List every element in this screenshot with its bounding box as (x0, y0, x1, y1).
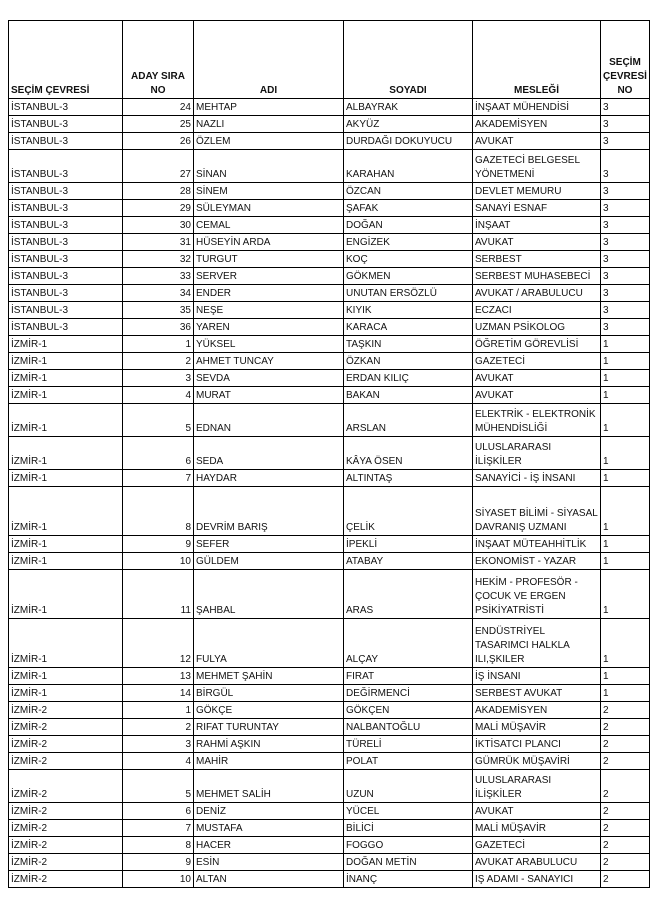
district-cell: İSTANBUL-3 (9, 217, 123, 234)
sira-no-cell: 2 (123, 719, 194, 736)
district-cell: İZMİR-1 (9, 536, 123, 553)
name-cell: EDNAN (194, 404, 344, 437)
district-no-cell: 3 (601, 200, 650, 217)
district-cell: İZMİR-1 (9, 685, 123, 702)
district-no-cell: 2 (601, 820, 650, 837)
district-cell: İZMİR-2 (9, 770, 123, 803)
district-no-cell: 3 (601, 319, 650, 336)
candidate-table (8, 20, 650, 888)
job-cell: ENDÜSTRİYEL TASARIMCI HALKLA ILI,ŞKILER (473, 619, 601, 668)
job-cell: SERBEST MUHASEBECİ (473, 268, 601, 285)
name-cell: ŞAHBAL (194, 570, 344, 619)
name-cell: MEHTAP (194, 99, 344, 116)
sira-no-cell: 29 (123, 200, 194, 217)
table-row (9, 150, 650, 183)
header-adi: ADI (194, 21, 344, 99)
name-cell: YÜKSEL (194, 336, 344, 353)
table-row (9, 251, 650, 268)
sira-no-cell: 9 (123, 854, 194, 871)
sira-no-cell: 25 (123, 116, 194, 133)
surname-cell: KOÇ (344, 251, 473, 268)
header-row (9, 21, 650, 99)
district-cell: İSTANBUL-3 (9, 268, 123, 285)
table-row (9, 183, 650, 200)
district-no-cell: 1 (601, 536, 650, 553)
job-cell: MALİ MÜŞAVİR (473, 820, 601, 837)
district-no-cell: 1 (601, 487, 650, 536)
district-no-cell: 1 (601, 437, 650, 470)
sira-no-cell: 7 (123, 820, 194, 837)
district-no-cell: 3 (601, 302, 650, 319)
name-cell: SEVDA (194, 370, 344, 387)
name-cell: ÖZLEM (194, 133, 344, 150)
job-cell: ULUSLARARASI İLİŞKİLER (473, 437, 601, 470)
job-cell: AVUKAT / ARABULUCU (473, 285, 601, 302)
district-no-cell: 1 (601, 668, 650, 685)
name-cell: YAREN (194, 319, 344, 336)
table-row (9, 570, 650, 619)
table-row (9, 487, 650, 536)
table-row (9, 820, 650, 837)
job-cell: İNŞAAT (473, 217, 601, 234)
sira-no-cell: 1 (123, 336, 194, 353)
district-no-cell: 3 (601, 285, 650, 302)
district-no-cell: 2 (601, 803, 650, 820)
surname-cell: ARSLAN (344, 404, 473, 437)
name-cell: DENİZ (194, 803, 344, 820)
surname-cell: FIRAT (344, 668, 473, 685)
name-cell: HACER (194, 837, 344, 854)
district-no-cell: 2 (601, 871, 650, 888)
district-cell: İZMİR-1 (9, 668, 123, 685)
table-row (9, 668, 650, 685)
surname-cell: TAŞKIN (344, 336, 473, 353)
table-row (9, 217, 650, 234)
district-cell: İSTANBUL-3 (9, 183, 123, 200)
name-cell: ENDER (194, 285, 344, 302)
name-cell: SERVER (194, 268, 344, 285)
name-cell: SİNEM (194, 183, 344, 200)
job-cell: GAZETECİ (473, 837, 601, 854)
surname-cell: YÜCEL (344, 803, 473, 820)
surname-cell: DEĞİRMENCİ (344, 685, 473, 702)
table-row (9, 536, 650, 553)
sira-no-cell: 13 (123, 668, 194, 685)
table-row (9, 619, 650, 668)
surname-cell: ALBAYRAK (344, 99, 473, 116)
name-cell: RAHMİ AŞKIN (194, 736, 344, 753)
district-cell: İZMİR-2 (9, 820, 123, 837)
district-cell: İZMİR-1 (9, 336, 123, 353)
table-row (9, 404, 650, 437)
district-cell: İSTANBUL-3 (9, 133, 123, 150)
surname-cell: ŞAFAK (344, 200, 473, 217)
name-cell: HÜSEYİN ARDA (194, 234, 344, 251)
surname-cell: ÖZKAN (344, 353, 473, 370)
name-cell: MAHİR (194, 753, 344, 770)
surname-cell: ARAS (344, 570, 473, 619)
district-no-cell: 1 (601, 387, 650, 404)
job-cell: AKADEMİSYEN (473, 116, 601, 133)
sira-no-cell: 3 (123, 370, 194, 387)
name-cell: SİNAN (194, 150, 344, 183)
sira-no-cell: 12 (123, 619, 194, 668)
district-cell: İSTANBUL-3 (9, 319, 123, 336)
sira-no-cell: 14 (123, 685, 194, 702)
district-no-cell: 3 (601, 99, 650, 116)
district-cell: İZMİR-1 (9, 437, 123, 470)
surname-cell: GÖKMEN (344, 268, 473, 285)
surname-cell: KÂYA ÖSEN (344, 437, 473, 470)
sira-no-cell: 1 (123, 702, 194, 719)
surname-cell: DURDAĞI DOKUYUCU (344, 133, 473, 150)
sira-no-cell: 26 (123, 133, 194, 150)
header-aday-sira-no: ADAY SIRA NO (123, 21, 194, 99)
table-row (9, 285, 650, 302)
district-cell: İSTANBUL-3 (9, 99, 123, 116)
district-no-cell: 3 (601, 133, 650, 150)
district-cell: İZMİR-2 (9, 803, 123, 820)
name-cell: MURAT (194, 387, 344, 404)
table-row (9, 116, 650, 133)
table-row (9, 685, 650, 702)
job-cell: ECZACI (473, 302, 601, 319)
table-row (9, 302, 650, 319)
job-cell: ELEKTRİK - ELEKTRONİK MÜHENDİSLİĞİ (473, 404, 601, 437)
surname-cell: İPEKLİ (344, 536, 473, 553)
district-no-cell: 1 (601, 404, 650, 437)
job-cell: İKTİSATCI PLANCI (473, 736, 601, 753)
table-row (9, 370, 650, 387)
sira-no-cell: 10 (123, 553, 194, 570)
district-cell: İZMİR-1 (9, 370, 123, 387)
surname-cell: KARACA (344, 319, 473, 336)
district-cell: İZMİR-2 (9, 871, 123, 888)
district-no-cell: 2 (601, 702, 650, 719)
name-cell: ESİN (194, 854, 344, 871)
name-cell: CEMAL (194, 217, 344, 234)
district-no-cell: 1 (601, 336, 650, 353)
district-no-cell: 1 (601, 370, 650, 387)
sira-no-cell: 8 (123, 837, 194, 854)
district-cell: İSTANBUL-3 (9, 251, 123, 268)
sira-no-cell: 11 (123, 570, 194, 619)
district-cell: İZMİR-2 (9, 702, 123, 719)
table-row (9, 803, 650, 820)
job-cell: AVUKAT ARABULUCU (473, 854, 601, 871)
surname-cell: KARAHAN (344, 150, 473, 183)
job-cell: AVUKAT (473, 133, 601, 150)
district-no-cell: 1 (601, 619, 650, 668)
job-cell: SERBEST AVUKAT (473, 685, 601, 702)
name-cell: MEHMET SALİH (194, 770, 344, 803)
job-cell: AKADEMİSYEN (473, 702, 601, 719)
name-cell: SEFER (194, 536, 344, 553)
district-no-cell: 3 (601, 251, 650, 268)
surname-cell: ATABAY (344, 553, 473, 570)
district-no-cell: 3 (601, 150, 650, 183)
header-secim-cevresi: SEÇİM ÇEVRESİ (9, 21, 123, 99)
surname-cell: İNANÇ (344, 871, 473, 888)
job-cell: HEKİM - PROFESÖR - ÇOCUK VE ERGEN PSİKİYATRİSTİ (473, 570, 601, 619)
surname-cell: ÖZCAN (344, 183, 473, 200)
name-cell: GÜLDEM (194, 553, 344, 570)
table-row (9, 234, 650, 251)
district-cell: İZMİR-1 (9, 404, 123, 437)
district-no-cell: 1 (601, 570, 650, 619)
job-cell: İNŞAAT MÜTEAHHİTLİK (473, 536, 601, 553)
table-row (9, 753, 650, 770)
header-meslegi: MESLEĞİ (473, 21, 601, 99)
district-no-cell: 1 (601, 470, 650, 487)
name-cell: SÜLEYMAN (194, 200, 344, 217)
district-cell: İSTANBUL-3 (9, 150, 123, 183)
district-cell: İZMİR-1 (9, 553, 123, 570)
sira-no-cell: 34 (123, 285, 194, 302)
sira-no-cell: 3 (123, 736, 194, 753)
job-cell: İŞ İNSANI (473, 668, 601, 685)
table-row (9, 702, 650, 719)
district-cell: İSTANBUL-3 (9, 116, 123, 133)
sira-no-cell: 36 (123, 319, 194, 336)
surname-cell: DOĞAN METİN (344, 854, 473, 871)
sira-no-cell: 31 (123, 234, 194, 251)
job-cell: EKONOMİST - YAZAR (473, 553, 601, 570)
sira-no-cell: 5 (123, 770, 194, 803)
table-row (9, 871, 650, 888)
table-row (9, 770, 650, 803)
district-cell: İZMİR-2 (9, 736, 123, 753)
surname-cell: POLAT (344, 753, 473, 770)
sira-no-cell: 5 (123, 404, 194, 437)
sira-no-cell: 10 (123, 871, 194, 888)
name-cell: AHMET TUNCAY (194, 353, 344, 370)
sira-no-cell: 6 (123, 437, 194, 470)
sira-no-cell: 9 (123, 536, 194, 553)
table-row (9, 336, 650, 353)
sira-no-cell: 7 (123, 470, 194, 487)
surname-cell: AKYÜZ (344, 116, 473, 133)
surname-cell: ALTINTAŞ (344, 470, 473, 487)
district-no-cell: 3 (601, 116, 650, 133)
district-no-cell: 1 (601, 553, 650, 570)
table-row (9, 200, 650, 217)
name-cell: RIFAT TURUNTAY (194, 719, 344, 736)
name-cell: NEŞE (194, 302, 344, 319)
sira-no-cell: 8 (123, 487, 194, 536)
district-cell: İSTANBUL-3 (9, 285, 123, 302)
district-no-cell: 1 (601, 685, 650, 702)
district-cell: İZMİR-2 (9, 854, 123, 871)
name-cell: ALTAN (194, 871, 344, 888)
surname-cell: ÇELİK (344, 487, 473, 536)
sira-no-cell: 33 (123, 268, 194, 285)
job-cell: ULUSLARARASI İLİŞKİLER (473, 770, 601, 803)
surname-cell: KIYIK (344, 302, 473, 319)
district-cell: İZMİR-2 (9, 753, 123, 770)
job-cell: UZMAN PSİKOLOG (473, 319, 601, 336)
district-no-cell: 3 (601, 268, 650, 285)
district-no-cell: 3 (601, 217, 650, 234)
job-cell: AVUKAT (473, 370, 601, 387)
surname-cell: GÖKÇEN (344, 702, 473, 719)
sira-no-cell: 30 (123, 217, 194, 234)
sira-no-cell: 27 (123, 150, 194, 183)
name-cell: BİRGÜL (194, 685, 344, 702)
table-row (9, 99, 650, 116)
name-cell: TURGUT (194, 251, 344, 268)
district-no-cell: 2 (601, 837, 650, 854)
job-cell: AVUKAT (473, 234, 601, 251)
district-no-cell: 2 (601, 736, 650, 753)
table-row (9, 736, 650, 753)
district-cell: İZMİR-1 (9, 619, 123, 668)
job-cell: GAZETECİ (473, 353, 601, 370)
table-row (9, 470, 650, 487)
surname-cell: FOGGO (344, 837, 473, 854)
district-cell: İSTANBUL-3 (9, 234, 123, 251)
job-cell: İNŞAAT MÜHENDİSİ (473, 99, 601, 116)
district-cell: İSTANBUL-3 (9, 200, 123, 217)
job-cell: SANAYİCİ - İŞ İNSANI (473, 470, 601, 487)
district-no-cell: 2 (601, 719, 650, 736)
table-row (9, 837, 650, 854)
name-cell: MUSTAFA (194, 820, 344, 837)
district-cell: İZMİR-1 (9, 570, 123, 619)
name-cell: GÖKÇE (194, 702, 344, 719)
district-no-cell: 3 (601, 234, 650, 251)
district-cell: İSTANBUL-3 (9, 302, 123, 319)
name-cell: HAYDAR (194, 470, 344, 487)
sira-no-cell: 4 (123, 753, 194, 770)
surname-cell: ERDAN KILIÇ (344, 370, 473, 387)
job-cell: SERBEST (473, 251, 601, 268)
district-no-cell: 3 (601, 183, 650, 200)
sira-no-cell: 4 (123, 387, 194, 404)
surname-cell: TÜRELİ (344, 736, 473, 753)
job-cell: DEVLET MEMURU (473, 183, 601, 200)
job-cell: SANAYİ ESNAF (473, 200, 601, 217)
surname-cell: UZUN (344, 770, 473, 803)
district-no-cell: 2 (601, 854, 650, 871)
job-cell: GÜMRÜK MÜŞAVİRİ (473, 753, 601, 770)
name-cell: DEVRİM BARIŞ (194, 487, 344, 536)
surname-cell: BAKAN (344, 387, 473, 404)
surname-cell: DOĞAN (344, 217, 473, 234)
table-row (9, 268, 650, 285)
job-cell: ÖĞRETİM GÖREVLİSİ (473, 336, 601, 353)
sira-no-cell: 2 (123, 353, 194, 370)
sira-no-cell: 32 (123, 251, 194, 268)
sira-no-cell: 24 (123, 99, 194, 116)
district-no-cell: 2 (601, 770, 650, 803)
table-row (9, 854, 650, 871)
district-cell: İZMİR-1 (9, 353, 123, 370)
name-cell: NAZLI (194, 116, 344, 133)
sira-no-cell: 35 (123, 302, 194, 319)
job-cell: SİYASET BİLİMİ - SİYASAL DAVRANIŞ UZMANI (473, 487, 601, 536)
table-row (9, 319, 650, 336)
district-cell: İZMİR-1 (9, 487, 123, 536)
district-cell: İZMİR-2 (9, 837, 123, 854)
table-row (9, 387, 650, 404)
table-row (9, 553, 650, 570)
sira-no-cell: 6 (123, 803, 194, 820)
table-row (9, 719, 650, 736)
name-cell: MEHMET ŞAHİN (194, 668, 344, 685)
district-no-cell: 1 (601, 353, 650, 370)
table-row (9, 133, 650, 150)
district-cell: İZMİR-1 (9, 387, 123, 404)
district-no-cell: 2 (601, 753, 650, 770)
header-soyadi: SOYADI (344, 21, 473, 99)
job-cell: AVUKAT (473, 803, 601, 820)
surname-cell: UNUTAN ERSÖZLÜ (344, 285, 473, 302)
job-cell: GAZETECİ BELGESEL YÖNETMENİ (473, 150, 601, 183)
header-secim-cevresi-no: SEÇİM ÇEVRESİ NO (601, 21, 650, 99)
name-cell: SEDA (194, 437, 344, 470)
job-cell: MALİ MÜŞAVİR (473, 719, 601, 736)
surname-cell: ENGİZEK (344, 234, 473, 251)
surname-cell: ALÇAY (344, 619, 473, 668)
sira-no-cell: 28 (123, 183, 194, 200)
district-cell: İZMİR-2 (9, 719, 123, 736)
name-cell: FULYA (194, 619, 344, 668)
district-cell: İZMİR-1 (9, 470, 123, 487)
table-row (9, 353, 650, 370)
job-cell: IŞ ADAMI - SANAYICI (473, 871, 601, 888)
surname-cell: NALBANTOĞLU (344, 719, 473, 736)
table-row (9, 437, 650, 470)
surname-cell: BİLİCİ (344, 820, 473, 837)
job-cell: AVUKAT (473, 387, 601, 404)
